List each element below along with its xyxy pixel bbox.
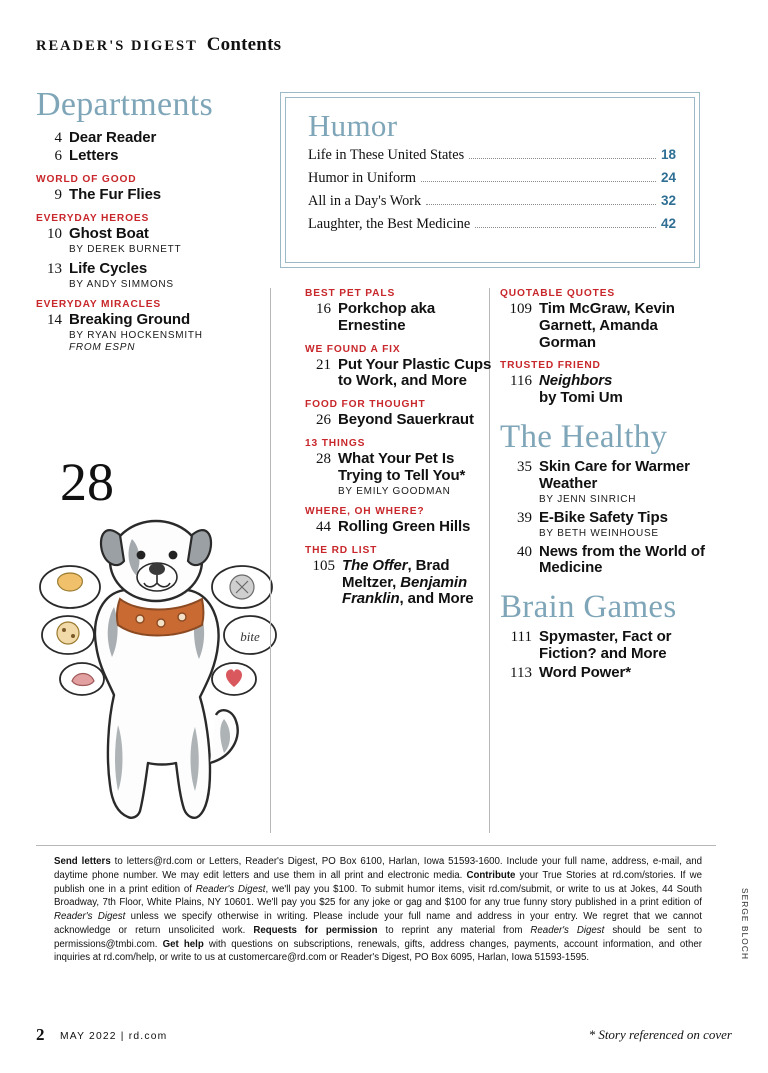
dog-illustration [28,495,278,835]
section-kicker: TRUSTED FRIEND [500,360,601,372]
section-kicker: FOOD FOR THOUGHT [305,399,426,411]
right-column [500,288,710,683]
section-kicker: WORLD OF GOOD [36,174,137,185]
cover-note: * Story referenced on cover [588,1027,732,1042]
entry-title: Tim McGraw, Kevin Garnett, Amanda Gorman [539,300,675,351]
list-item[interactable] [500,301,710,351]
section-kicker: THE RD LIST [305,544,378,556]
list-item[interactable] [500,510,710,527]
the-healthy-title: The Healthy [500,418,668,455]
humor-box [280,92,700,268]
entry-title: Dear Reader [69,129,157,146]
leader-dots [426,204,656,205]
list-item[interactable] [308,216,676,233]
illustration-credit: SERGE BLOCH [740,888,750,961]
entry-page: 28 [316,451,331,468]
entry-title: Life Cycles [69,260,148,277]
list-item[interactable] [305,357,495,391]
feature-page-number: 28 [60,452,114,512]
section-kicker: EVERYDAY HEROES [36,213,150,224]
footer-divider [36,845,716,846]
page-title: Contents [206,34,282,55]
entry-page: 44 [316,518,331,535]
list-item[interactable] [36,226,261,243]
entry-page: 113 [510,664,532,681]
entry-title: Spymaster, Fact or Fiction? and More [539,628,672,662]
list-item[interactable] [36,130,261,147]
humor-inner-frame [285,97,695,263]
entry-title: Ghost Boat [69,225,149,242]
entry-title: The Fur Flies [69,186,162,203]
entry-title: The Offer, Brad Meltzer, Benjamin Franklin, and More [342,556,474,608]
entry-title: Skin Care for Warmer Weather [539,457,690,492]
list-item[interactable] [36,187,261,204]
entry-byline: BY DEREK BURNETT [69,244,182,255]
masthead [36,34,281,56]
entry-page: 16 [316,301,331,317]
entry-title: Letters [69,147,119,164]
list-item[interactable] [500,373,710,407]
list-item[interactable] [305,301,495,335]
list-item[interactable] [500,665,710,682]
list-item[interactable] [308,170,676,187]
entry-byline: BY JENN SINRICH [539,493,637,505]
list-item[interactable] [308,147,676,164]
entry-page: 4 [54,130,62,146]
entry-title: All in a Day's Work [308,193,422,209]
entry-page: 39 [517,509,532,526]
entry-byline: BY ANDY SIMMONS [69,279,174,290]
entry-page: 10 [47,226,62,242]
entry-title: Beyond Sauerkraut [338,411,474,429]
entry-title: Neighbors by Tomi Um [539,372,623,407]
entry-title: Breaking Ground [69,311,191,328]
list-item[interactable] [305,558,495,608]
entry-title: What Your Pet Is Trying to Tell You* [338,450,466,484]
list-item[interactable] [305,451,495,485]
entry-title: Laughter, the Best Medicine [308,216,471,232]
entry-title: Word Power* [539,663,631,681]
entry-page: 6 [54,148,62,164]
list-item[interactable] [500,629,710,663]
entry-title: E-Bike Safety Tips [539,508,668,526]
list-item[interactable] [305,412,495,429]
entry-title: News from the World of Medicine [539,542,705,577]
departments-column [36,88,261,353]
entry-page: 14 [47,312,62,328]
entry-page: 24 [660,170,676,185]
section-kicker: EVERYDAY MIRACLES [36,299,162,310]
list-item[interactable] [500,544,710,578]
fine-print: Send letters to letters@rd.com or Letters, Reader's Digest, PO Box 6100, Harlan, Iowa 51593-1600. Include your full name, address, e-mail, and daytime phone number. We may edit letters and use them in all print and electronic media. Contribute your True Stories at rd.com/stories. If we publish one in a print edition of Reader's Digest, we'll pay you $100. To submit humor items, visit rd.com/submit, or write to us at Jokes, 44 South Broadway, 7th Floor, White Plains, NY 10601. We'll pay you $25 for any joke or gag and $100 for any true funny story published in a print edition of Reader's Digest unless we specify otherwise in writing. Please include your full name and address in your entry. We regret that we cannot acknowledge or return unsolicited work. Requests for permission to reprint any material from Reader's Digest should be sent to permissions@tmbi.com. Get help with questions on subscriptions, renewals, gifts, address changes, payments, account information, and other inquiries at rd.com/help, or write to us at customercare@rd.com or Reader's Digest, PO Box 6095, Harlan, Iowa 51593-1595. [54,856,703,964]
entry-page: 111 [510,629,532,646]
list-item[interactable] [500,459,710,493]
entry-title: Put Your Plastic Cups to Work, and More [338,355,492,390]
list-item[interactable] [305,519,495,536]
section-kicker: 13 THINGS [305,438,366,450]
entry-byline: BY RYAN HOCKENSMITH [69,330,203,341]
entry-page: 42 [660,216,676,231]
list-item[interactable] [36,148,261,165]
entry-page: 109 [509,301,532,317]
entry-page: 116 [510,373,532,390]
leader-dots [475,227,656,228]
column-divider [270,288,271,833]
entry-page: 21 [316,356,331,373]
leader-dots [469,158,656,159]
entry-byline: BY EMILY GOODMAN [338,485,451,497]
entry-page: 26 [316,412,331,429]
entry-title: Porkchop aka Ernestine [338,300,436,334]
page-number: 2 [36,1025,45,1044]
entry-byline-source: FROM ESPN [69,342,136,353]
section-kicker: WHERE, OH WHERE? [305,505,425,517]
list-item[interactable] [36,312,261,329]
section-kicker: QUOTABLE QUOTES [500,288,616,299]
entry-title: Humor in Uniform [308,170,417,186]
entry-title: Rolling Green Hills [338,517,471,535]
svg-text:bite: bite [240,629,260,644]
section-kicker: BEST PET PALS [305,288,396,299]
entry-page: 105 [312,557,335,574]
brain-games-title: Brain Games [500,589,677,626]
list-item[interactable] [308,193,676,210]
list-item[interactable] [36,261,261,278]
entry-page: 18 [660,147,676,162]
leader-dots [421,181,656,182]
entry-title: Life in These United States [308,147,465,163]
entry-page: 35 [517,458,532,475]
entry-page: 32 [660,193,676,208]
middle-column [305,288,495,609]
section-kicker: WE FOUND A FIX [305,343,401,355]
entry-page: 9 [54,187,62,203]
entry-page: 40 [517,543,532,560]
departments-title: Departments [36,86,214,123]
issue-line: MAY 2022 | rd.com [60,1031,168,1042]
entry-byline: BY BETH WEINHOUSE [539,527,659,539]
entry-page: 13 [47,261,62,277]
brand-name: READER'S DIGEST [36,38,198,54]
humor-title: Humor [308,108,398,143]
